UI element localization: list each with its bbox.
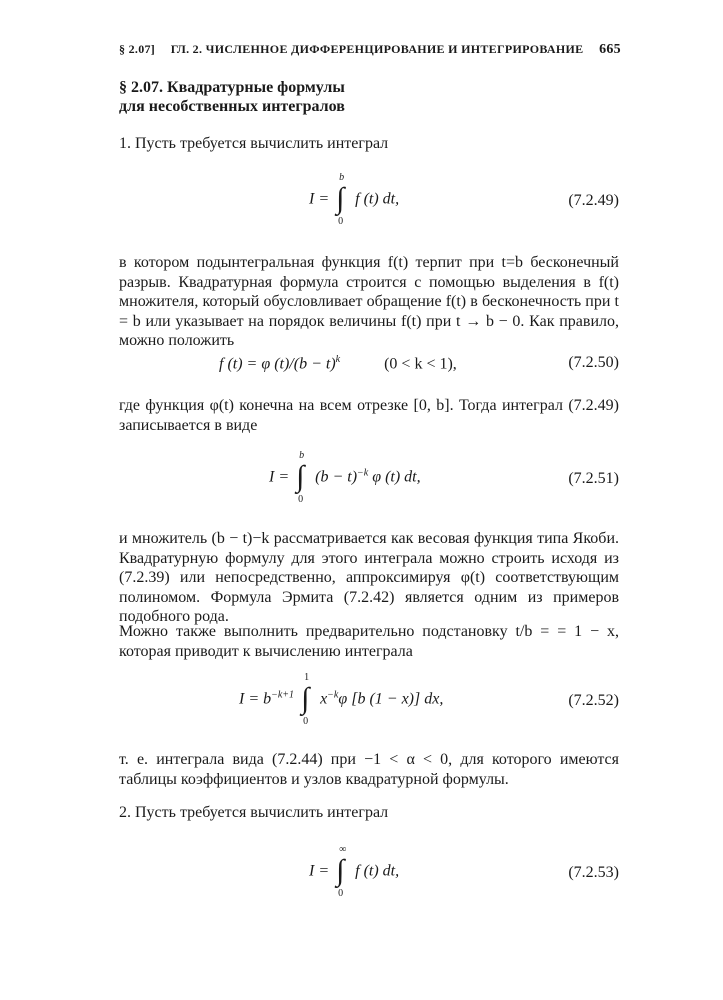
paragraph-6: т. е. интеграла вида (7.2.44) при −1 < α < 0, для которого имеются таблицы коэффициентов и узлов квадратурной формулы.	[119, 751, 619, 788]
formula-body: f (t) dt,	[355, 862, 400, 880]
formula-lhs: I =	[309, 862, 330, 880]
paragraph-1: 1. Пусть требуется вычислить интеграл	[119, 135, 389, 152]
upper-limit: b	[339, 172, 345, 183]
formula-lhs: I = b	[239, 690, 272, 708]
formula-lhs: I =	[269, 468, 290, 486]
integral-sign-icon: b ∫ 0	[336, 172, 345, 227]
formula-body: f (t) dt,	[355, 190, 400, 208]
formula-7-2-49	[119, 172, 619, 232]
formula-exponent: −k	[327, 689, 339, 701]
integral-sign-icon: 1 ∫ 0	[301, 672, 310, 727]
header-chapter-title: ГЛ. 2. ЧИСЛЕННОЕ ДИФФЕРЕНЦИРОВАНИЕ И ИНТЕГРИРОВАНИЕ	[170, 42, 584, 56]
lower-limit: 0	[303, 716, 309, 727]
formula-7-2-52	[119, 672, 619, 732]
formula-lhs: I =	[309, 190, 330, 208]
running-header	[119, 42, 621, 58]
equation-number: (7.2.51)	[568, 470, 619, 487]
equation-number: (7.2.52)	[568, 692, 619, 709]
formula-body-a: x	[320, 690, 328, 708]
section-heading-line2: для несобственных интегралов	[119, 98, 345, 115]
formula-exponent: −k	[357, 467, 369, 479]
formula-exponent: k	[335, 354, 341, 365]
page-number: 665	[599, 42, 621, 57]
formula-7-2-51	[119, 450, 619, 510]
formula-7-2-50	[119, 354, 619, 378]
paragraph-5: Можно также выполнить предварительно подстановку t/b = = 1 − x, которая приводит к вычислению интеграла	[119, 623, 619, 660]
paragraph-7: 2. Пусть требуется вычислить интеграл	[119, 804, 389, 821]
formula-condition: (0 < k < 1),	[384, 355, 457, 373]
formula-body-b: φ [b (1 − x)] dx,	[338, 690, 444, 708]
equation-number: (7.2.53)	[568, 864, 619, 881]
lower-limit: 0	[338, 216, 344, 227]
equation-number: (7.2.50)	[568, 354, 619, 371]
paragraph-4: и множитель (b − t)−k рассматривается как весовая функция типа Якоби. Квадратурную формулу для этого интеграла можно строить исходя из (7.2.39) или непосредственно, аппроксимируя φ(t) соответствующим полиномом. Формула Эрмита (7.2.42) является одним из примеров подобного рода.	[119, 530, 619, 625]
formula-lhs-exponent: −k+1	[271, 689, 295, 701]
lower-limit: 0	[298, 494, 304, 505]
upper-limit: 1	[304, 672, 310, 683]
integral-sign-icon: ∞ ∫ 0	[336, 844, 347, 899]
upper-limit: b	[299, 450, 305, 461]
formula-body-b: φ (t) dt,	[368, 468, 421, 486]
upper-limit: ∞	[339, 844, 347, 855]
formula-body: f (t) = φ (t)/(b − t)	[219, 355, 336, 373]
header-section-ref: § 2.07]	[119, 42, 156, 56]
paragraph-2: в котором подынтегральная функция f(t) терпит при t=b бесконечный разрыв. Квадратурная формула строится с помощью выделения в f(t) множителя, который обусловливает обращение f(t) в бесконечность при t = b или указывает на порядок величины f(t) при t → b − 0. Как правило, можно положить	[119, 254, 620, 349]
lower-limit: 0	[338, 888, 344, 899]
integral-sign-icon: b ∫ 0	[296, 450, 305, 505]
formula-body-a: (b − t)	[315, 468, 358, 486]
paragraph-3: где функция φ(t) конечна на всем отрезке [0, b]. Тогда интеграл (7.2.49) записывается в виде	[119, 397, 619, 434]
equation-number: (7.2.49)	[568, 192, 619, 209]
section-heading-line1: § 2.07. Квадратурные формулы	[119, 79, 345, 96]
section-heading	[119, 78, 345, 116]
formula-7-2-53	[119, 844, 619, 904]
